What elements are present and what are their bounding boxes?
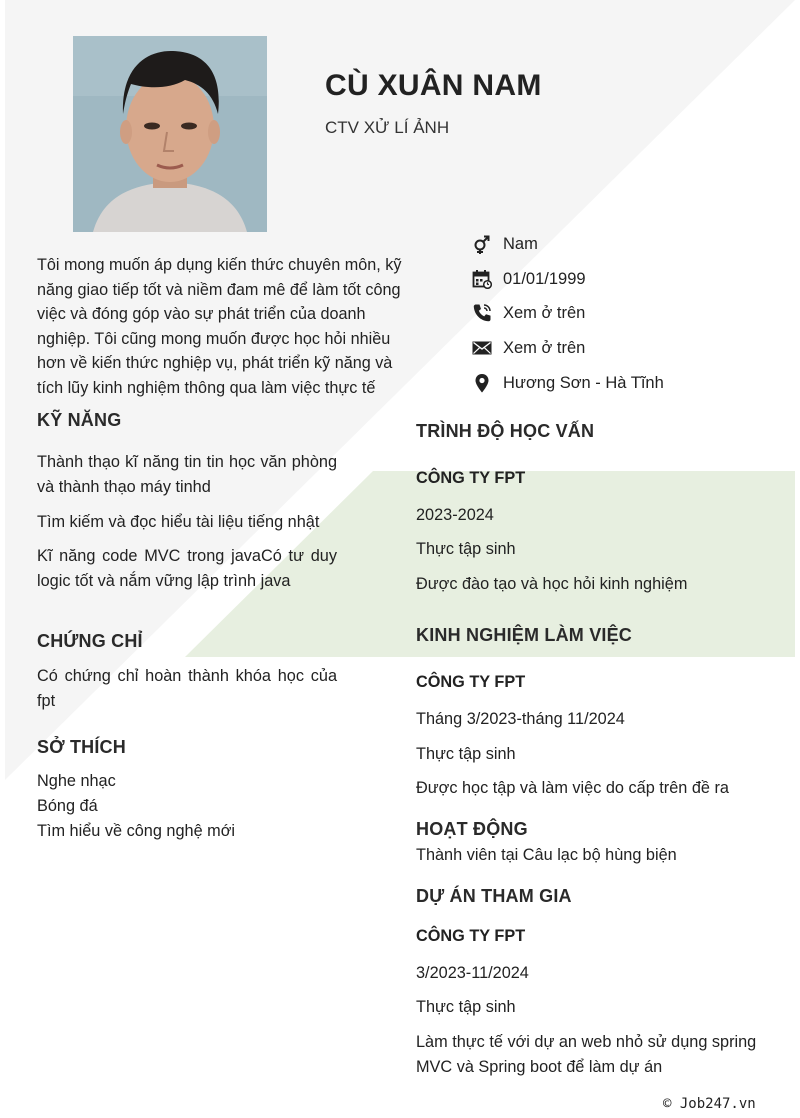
email-value: Xem ở trên: [503, 338, 586, 357]
skill-item: Kĩ năng code MVC trong javaCó tư duy logic tốt và nắm vững lập trình java: [37, 547, 337, 590]
hobby-item: Bóng đá: [37, 797, 98, 815]
footer-copyright: © Job247.vn: [663, 1096, 756, 1112]
experience-period: Tháng 3/2023-tháng 11/2024: [416, 710, 625, 728]
project-position: Thực tập sinh: [416, 998, 516, 1016]
activities-text: Thành viên tại Câu lạc bộ hùng biện: [416, 846, 677, 864]
experience-org: CÔNG TY FPT: [416, 673, 526, 691]
experience-desc: Được học tập và làm việc do cấp trên đề ra: [416, 779, 729, 797]
candidate-role: CTV XỬ LÍ ẢNH: [325, 118, 450, 137]
education-position: Thực tập sinh: [416, 540, 516, 558]
contact-birthday: [472, 265, 586, 293]
career-objective: Tôi mong muốn áp dụng kiến thức chuyên môn, kỹ năng giao tiếp tốt và niềm đam mê để làm tốt công việc và đóng góp vào sự phát triển của doanh nghiệp. Tôi cũng mong muốn được học hỏi nhiều hơn về kiến thức nghiệp vụ, phát triển kỹ năng và tích lũy kinh nghiệm thông qua làm việc thực tế: [37, 256, 402, 397]
phone-icon: [472, 303, 492, 323]
candidate-name: CÙ XUÂN NAM: [325, 69, 542, 102]
skill-item: Tìm kiếm và đọc hiểu tài liệu tiếng nhật: [37, 513, 320, 531]
skills-heading: KỸ NĂNG: [37, 410, 122, 430]
address-value: Hương Sơn - Hà Tĩnh: [503, 373, 664, 392]
certificates-heading: CHỨNG CHỈ: [37, 631, 143, 651]
project-period: 3/2023-11/2024: [416, 964, 529, 982]
profile-photo: [73, 36, 267, 232]
education-heading: TRÌNH ĐỘ HỌC VẤN: [416, 421, 595, 441]
contact-address: [472, 369, 664, 397]
hobby-item: Nghe nhạc: [37, 772, 116, 790]
gender-value: Nam: [503, 234, 538, 253]
projects-heading: DỰ ÁN THAM GIA: [416, 886, 572, 906]
activities-heading: HOẠT ĐỘNG: [416, 819, 528, 839]
birthday-value: 01/01/1999: [503, 269, 586, 288]
phone-value: Xem ở trên: [503, 303, 586, 322]
project-org: CÔNG TY FPT: [416, 927, 526, 945]
envelope-icon: [472, 338, 492, 358]
project-desc: Làm thực tế với dự an web nhỏ sử dụng spring MVC và Spring boot để làm dự án: [416, 1033, 757, 1076]
location-pin-icon: [472, 373, 492, 393]
contact-phone: [472, 299, 585, 327]
calendar-icon: [472, 269, 492, 289]
contact-gender: [472, 230, 538, 258]
certificate-text: Có chứng chỉ hoàn thành khóa học của fpt: [37, 667, 337, 710]
hobby-item: Tìm hiểu về công nghệ mới: [37, 822, 236, 840]
experience-heading: KINH NGHIỆM LÀM VIỆC: [416, 625, 633, 645]
skill-item: Thành thạo kĩ năng tin tin học văn phòng và thành thạo máy tinhd: [37, 453, 337, 496]
contact-email: [472, 334, 585, 362]
education-desc: Được đào tạo và học hỏi kinh nghiệm: [416, 575, 688, 593]
education-period: 2023-2024: [416, 506, 494, 524]
hobbies-heading: SỞ THÍCH: [37, 737, 126, 757]
gender-icon: [472, 234, 492, 254]
experience-position: Thực tập sinh: [416, 745, 516, 763]
education-org: CÔNG TY FPT: [416, 469, 526, 487]
